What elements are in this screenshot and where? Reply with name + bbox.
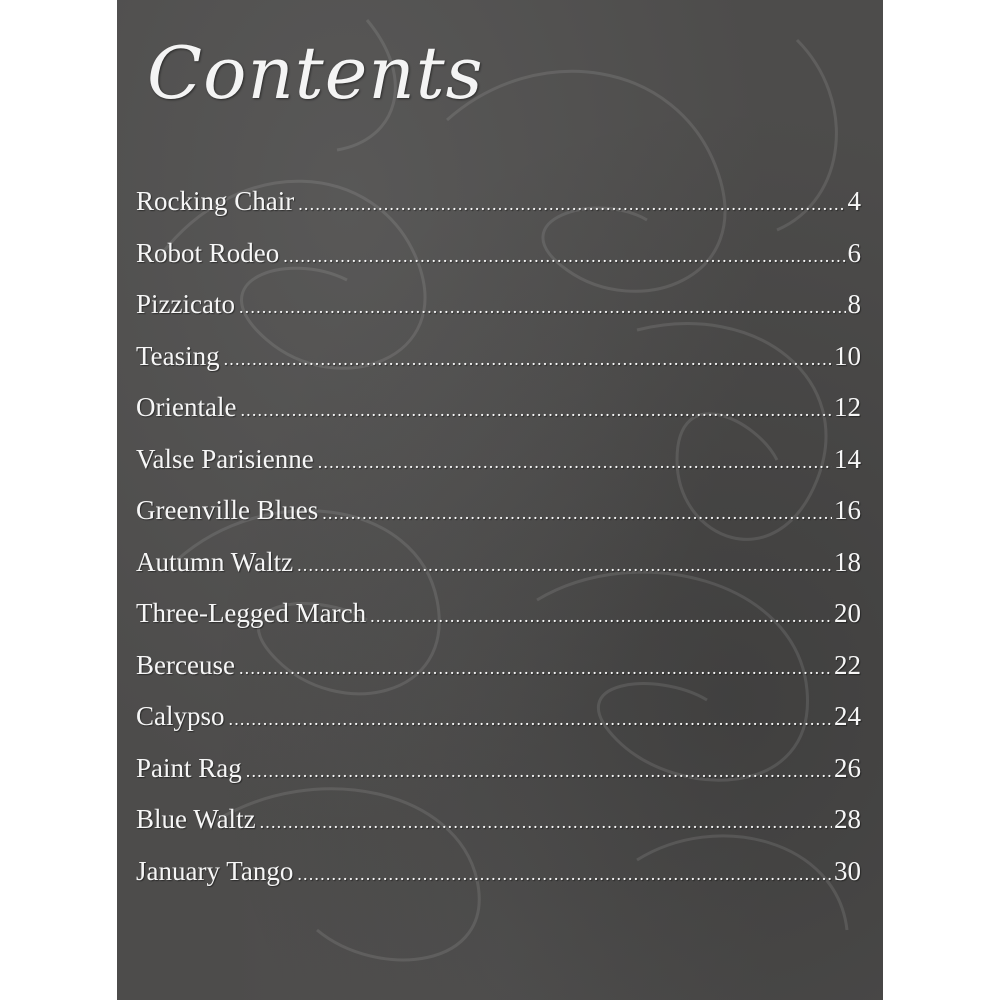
toc-entry-title: Rocking Chair <box>136 186 295 216</box>
toc-entry <box>136 392 861 444</box>
toc-entry-page-number: 22 <box>834 649 861 680</box>
dot-leader <box>297 864 832 885</box>
page-title: Contents <box>147 31 484 115</box>
toc-entry <box>136 186 861 238</box>
toc-entry-title: Greenville Blues <box>136 495 319 525</box>
toc-entry-title: Calypso <box>136 701 225 731</box>
dot-leader <box>283 246 845 267</box>
toc-entry-page-number: 6 <box>847 237 861 268</box>
dot-leader <box>370 606 832 627</box>
toc-entry-title: Teasing <box>136 340 220 371</box>
toc-entry <box>136 598 861 650</box>
toc-entry <box>136 341 861 393</box>
toc-entry-page-number: 20 <box>834 598 861 628</box>
toc-entry-page-number: 30 <box>834 855 861 886</box>
dot-leader <box>239 297 846 318</box>
toc-entry-page-number: 26 <box>834 752 861 783</box>
toc-entry-title: Pizzicato <box>136 289 235 319</box>
dot-leader <box>239 658 832 679</box>
dot-leader <box>229 709 832 730</box>
toc-entry-page-number: 12 <box>834 392 861 422</box>
dot-leader <box>246 761 832 782</box>
toc-entry-title: Valse Parisienne <box>136 443 314 474</box>
toc-entry-title: Robot Rodeo <box>136 237 280 268</box>
toc-entry-title: Three-Legged March <box>136 598 367 628</box>
dot-leader <box>318 452 832 473</box>
toc-entry-page-number: 24 <box>834 701 861 731</box>
toc-entry-page-number: 18 <box>834 546 861 577</box>
toc-entry-page-number: 14 <box>834 443 861 474</box>
table-of-contents <box>136 186 861 907</box>
toc-entry-page-number: 28 <box>834 804 861 834</box>
dot-leader <box>240 400 832 421</box>
toc-entry-page-number: 8 <box>847 289 861 319</box>
toc-entry-title: Berceuse <box>136 649 235 680</box>
toc-entry <box>136 289 861 341</box>
contents-page <box>117 0 883 1000</box>
dot-leader <box>322 503 832 524</box>
toc-entry <box>136 238 861 290</box>
toc-entry-page-number: 16 <box>834 495 861 525</box>
dot-leader <box>297 555 832 576</box>
toc-entry-title: January Tango <box>136 855 294 886</box>
toc-entry-title: Paint Rag <box>136 752 242 783</box>
toc-entry-title: Blue Waltz <box>136 804 256 834</box>
toc-entry <box>136 753 861 805</box>
dot-leader <box>224 349 832 370</box>
toc-entry <box>136 701 861 753</box>
toc-entry <box>136 547 861 599</box>
toc-entry <box>136 856 861 908</box>
toc-entry-title: Autumn Waltz <box>136 546 294 577</box>
toc-entry-title: Orientale <box>136 392 237 422</box>
dot-leader <box>298 194 845 215</box>
toc-entry <box>136 444 861 496</box>
toc-entry <box>136 804 861 856</box>
toc-entry-page-number: 10 <box>834 340 861 371</box>
dot-leader <box>260 812 832 833</box>
toc-entry <box>136 650 861 702</box>
toc-entry-page-number: 4 <box>847 186 861 216</box>
toc-entry <box>136 495 861 547</box>
